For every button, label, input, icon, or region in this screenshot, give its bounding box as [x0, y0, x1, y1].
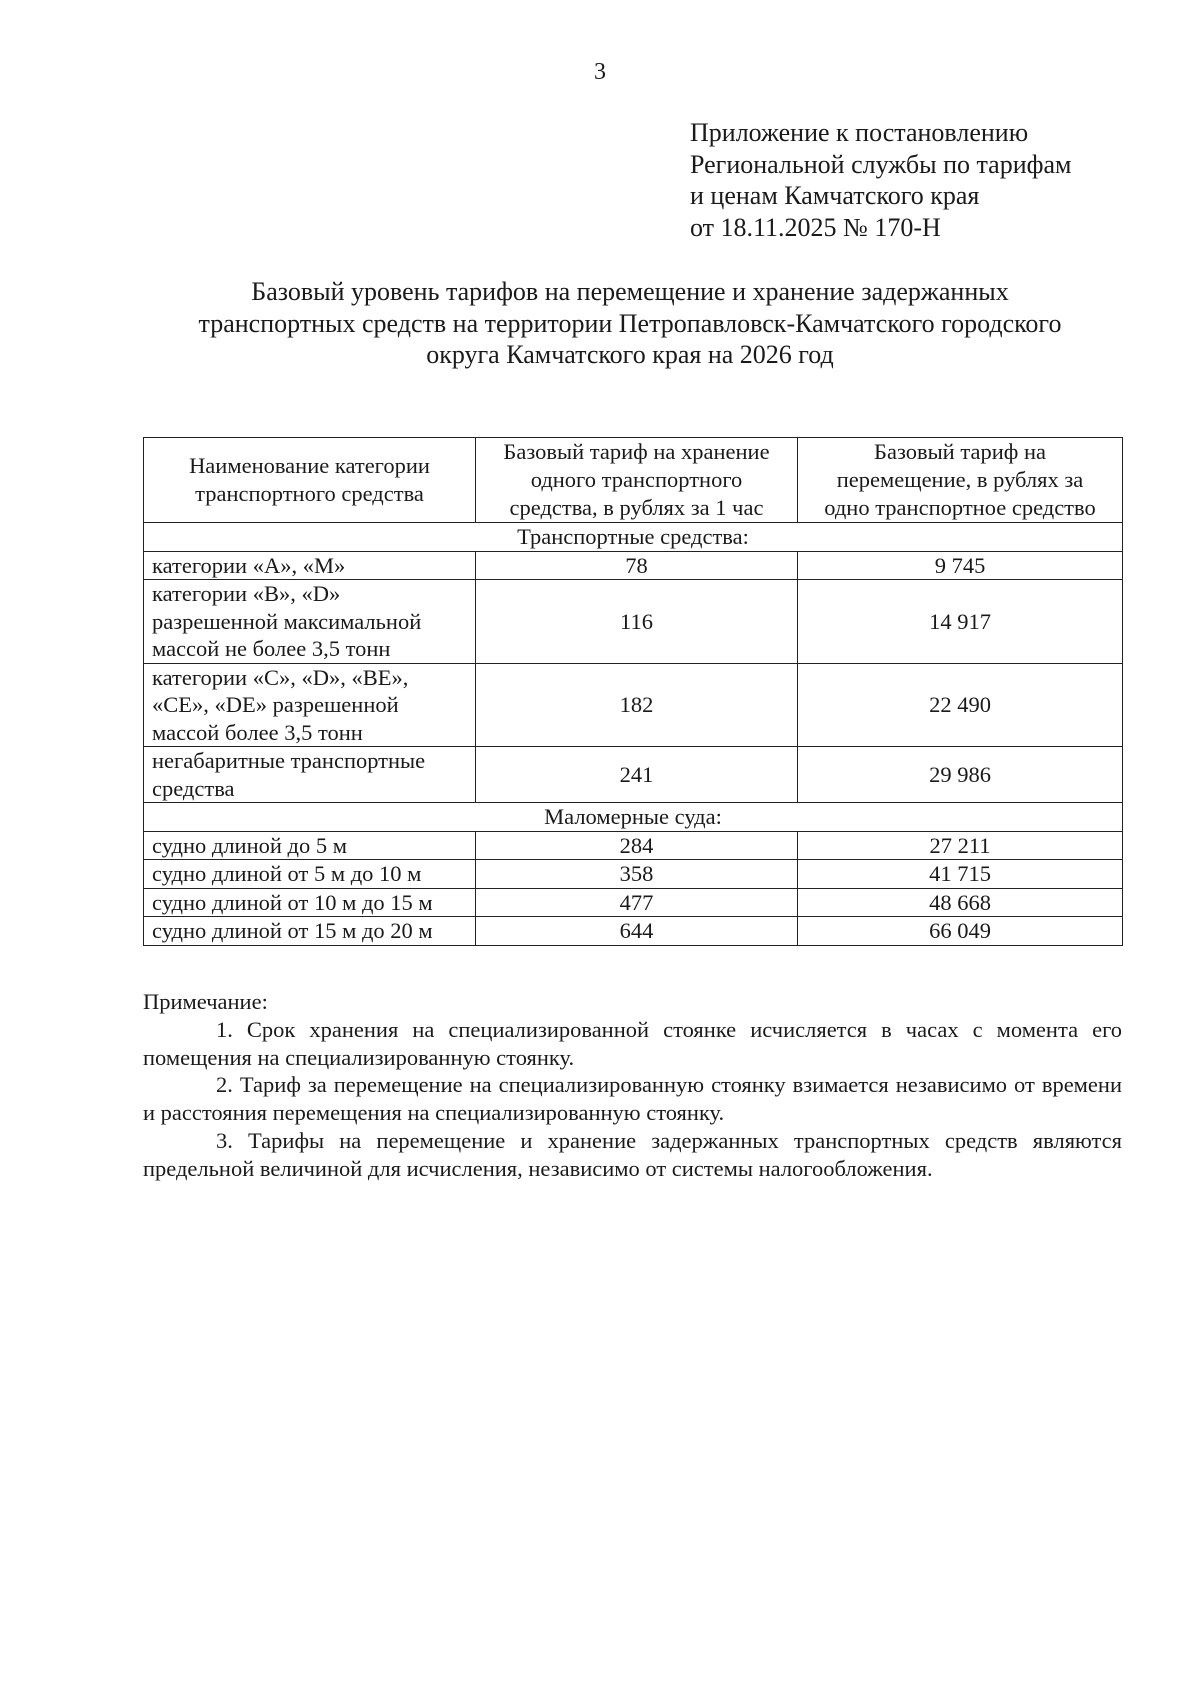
category-line: «СЕ», «DE» разрешенной [152, 692, 399, 717]
header-category [144, 438, 476, 523]
category-line: разрешенной максимальной [152, 608, 422, 634]
notes-heading: Примечание: [143, 989, 268, 1014]
header-line: Наименование категории [189, 453, 430, 478]
note-item: 3. Тарифы на перемещение и хранение задержанных транспортных средств являются предельной величиной для исчисления, независимо от системы налогообложения. [143, 1127, 1122, 1181]
table-row [144, 888, 1123, 917]
storage-cell: 644 [476, 917, 798, 946]
table-row [144, 831, 1123, 860]
title-line: Базовый уровень тарифов на перемещение и хранение задержанных [251, 277, 1009, 306]
category-cell [144, 580, 476, 664]
table-row [144, 551, 1123, 580]
category-cell: судно длиной до 5 м [144, 831, 476, 860]
note-item: 1. Срок хранения на специализированной стоянке исчисляется в часах с момента его помещения на специализированную стоянку. [143, 1016, 1122, 1070]
appendix-block [690, 117, 1071, 243]
storage-cell: 182 [476, 663, 798, 747]
header-transfer-tariff [798, 438, 1123, 523]
table-row [144, 663, 1123, 747]
appendix-line: Региональной службы по тарифам [690, 149, 1072, 179]
document-title [140, 276, 1120, 371]
category-cell: судно длиной от 5 м до 10 м [144, 860, 476, 889]
category-line: категории «А», «М» [152, 552, 346, 578]
tariffs-table [143, 437, 1123, 946]
header-line: средства, в рублях за 1 час [509, 495, 764, 520]
table-row [144, 860, 1123, 889]
header-line: транспортного средства [195, 481, 424, 506]
storage-cell: 241 [476, 747, 798, 803]
transfer-cell: 27 211 [798, 831, 1123, 860]
category-line: массой более 3,5 тонн [152, 719, 363, 745]
transfer-cell: 14 917 [798, 580, 1123, 664]
appendix-line: от 18.11.2025 № 170-Н [690, 212, 941, 242]
header-line: Базовый тариф на хранение [503, 439, 770, 464]
transfer-cell: 41 715 [798, 860, 1123, 889]
category-line: средства [152, 775, 235, 801]
category-line: негабаритные транспортные [152, 748, 426, 773]
table-row [144, 580, 1123, 664]
transfer-cell: 66 049 [798, 917, 1123, 946]
storage-cell: 477 [476, 888, 798, 917]
transfer-cell: 22 490 [798, 663, 1123, 747]
storage-cell: 116 [476, 580, 798, 664]
table-row [144, 917, 1123, 946]
page-number: 3 [594, 59, 606, 85]
section-label: Маломерные суда: [144, 803, 1123, 832]
title-line: транспортных средств на территории Петропавловск-Камчатского городского [198, 308, 1062, 338]
category-cell: судно длиной от 15 м до 20 м [144, 917, 476, 946]
category-cell: судно длиной от 10 м до 15 м [144, 888, 476, 917]
appendix-line: Приложение к постановлению [690, 118, 1029, 147]
category-line: массой не более 3,5 тонн [152, 636, 391, 661]
title-line: округа Камчатского края на 2026 год [426, 340, 834, 369]
note-item: 2. Тариф за перемещение на специализированную стоянку взимается независимо от времени и расстояния перемещения на специализированную стоянку. [143, 1072, 1122, 1126]
storage-cell: 78 [476, 551, 798, 580]
storage-cell: 358 [476, 860, 798, 889]
header-line: одно транспортное средство [824, 495, 1096, 520]
table-row [144, 747, 1123, 803]
header-line: Базовый тариф на [874, 439, 1046, 464]
transfer-cell: 9 745 [798, 551, 1123, 580]
section-row-vehicles [144, 523, 1123, 552]
storage-cell: 284 [476, 831, 798, 860]
header-line: одного транспортного [530, 467, 743, 492]
category-cell [144, 551, 476, 580]
header-storage-tariff [476, 438, 798, 523]
category-cell [144, 747, 476, 803]
table-header-row [144, 438, 1123, 523]
header-line: перемещение, в рублях за [836, 467, 1084, 492]
section-label: Транспортные средства: [144, 523, 1123, 552]
category-cell [144, 663, 476, 747]
appendix-line: и ценам Камчатского края [690, 181, 980, 210]
transfer-cell: 48 668 [798, 888, 1123, 917]
transfer-cell: 29 986 [798, 747, 1123, 803]
section-row-boats [144, 803, 1123, 832]
category-line: категории «С», «D», «ВЕ», [152, 664, 409, 690]
notes-block [143, 988, 1122, 1183]
category-line: категории «В», «D» [152, 581, 341, 606]
